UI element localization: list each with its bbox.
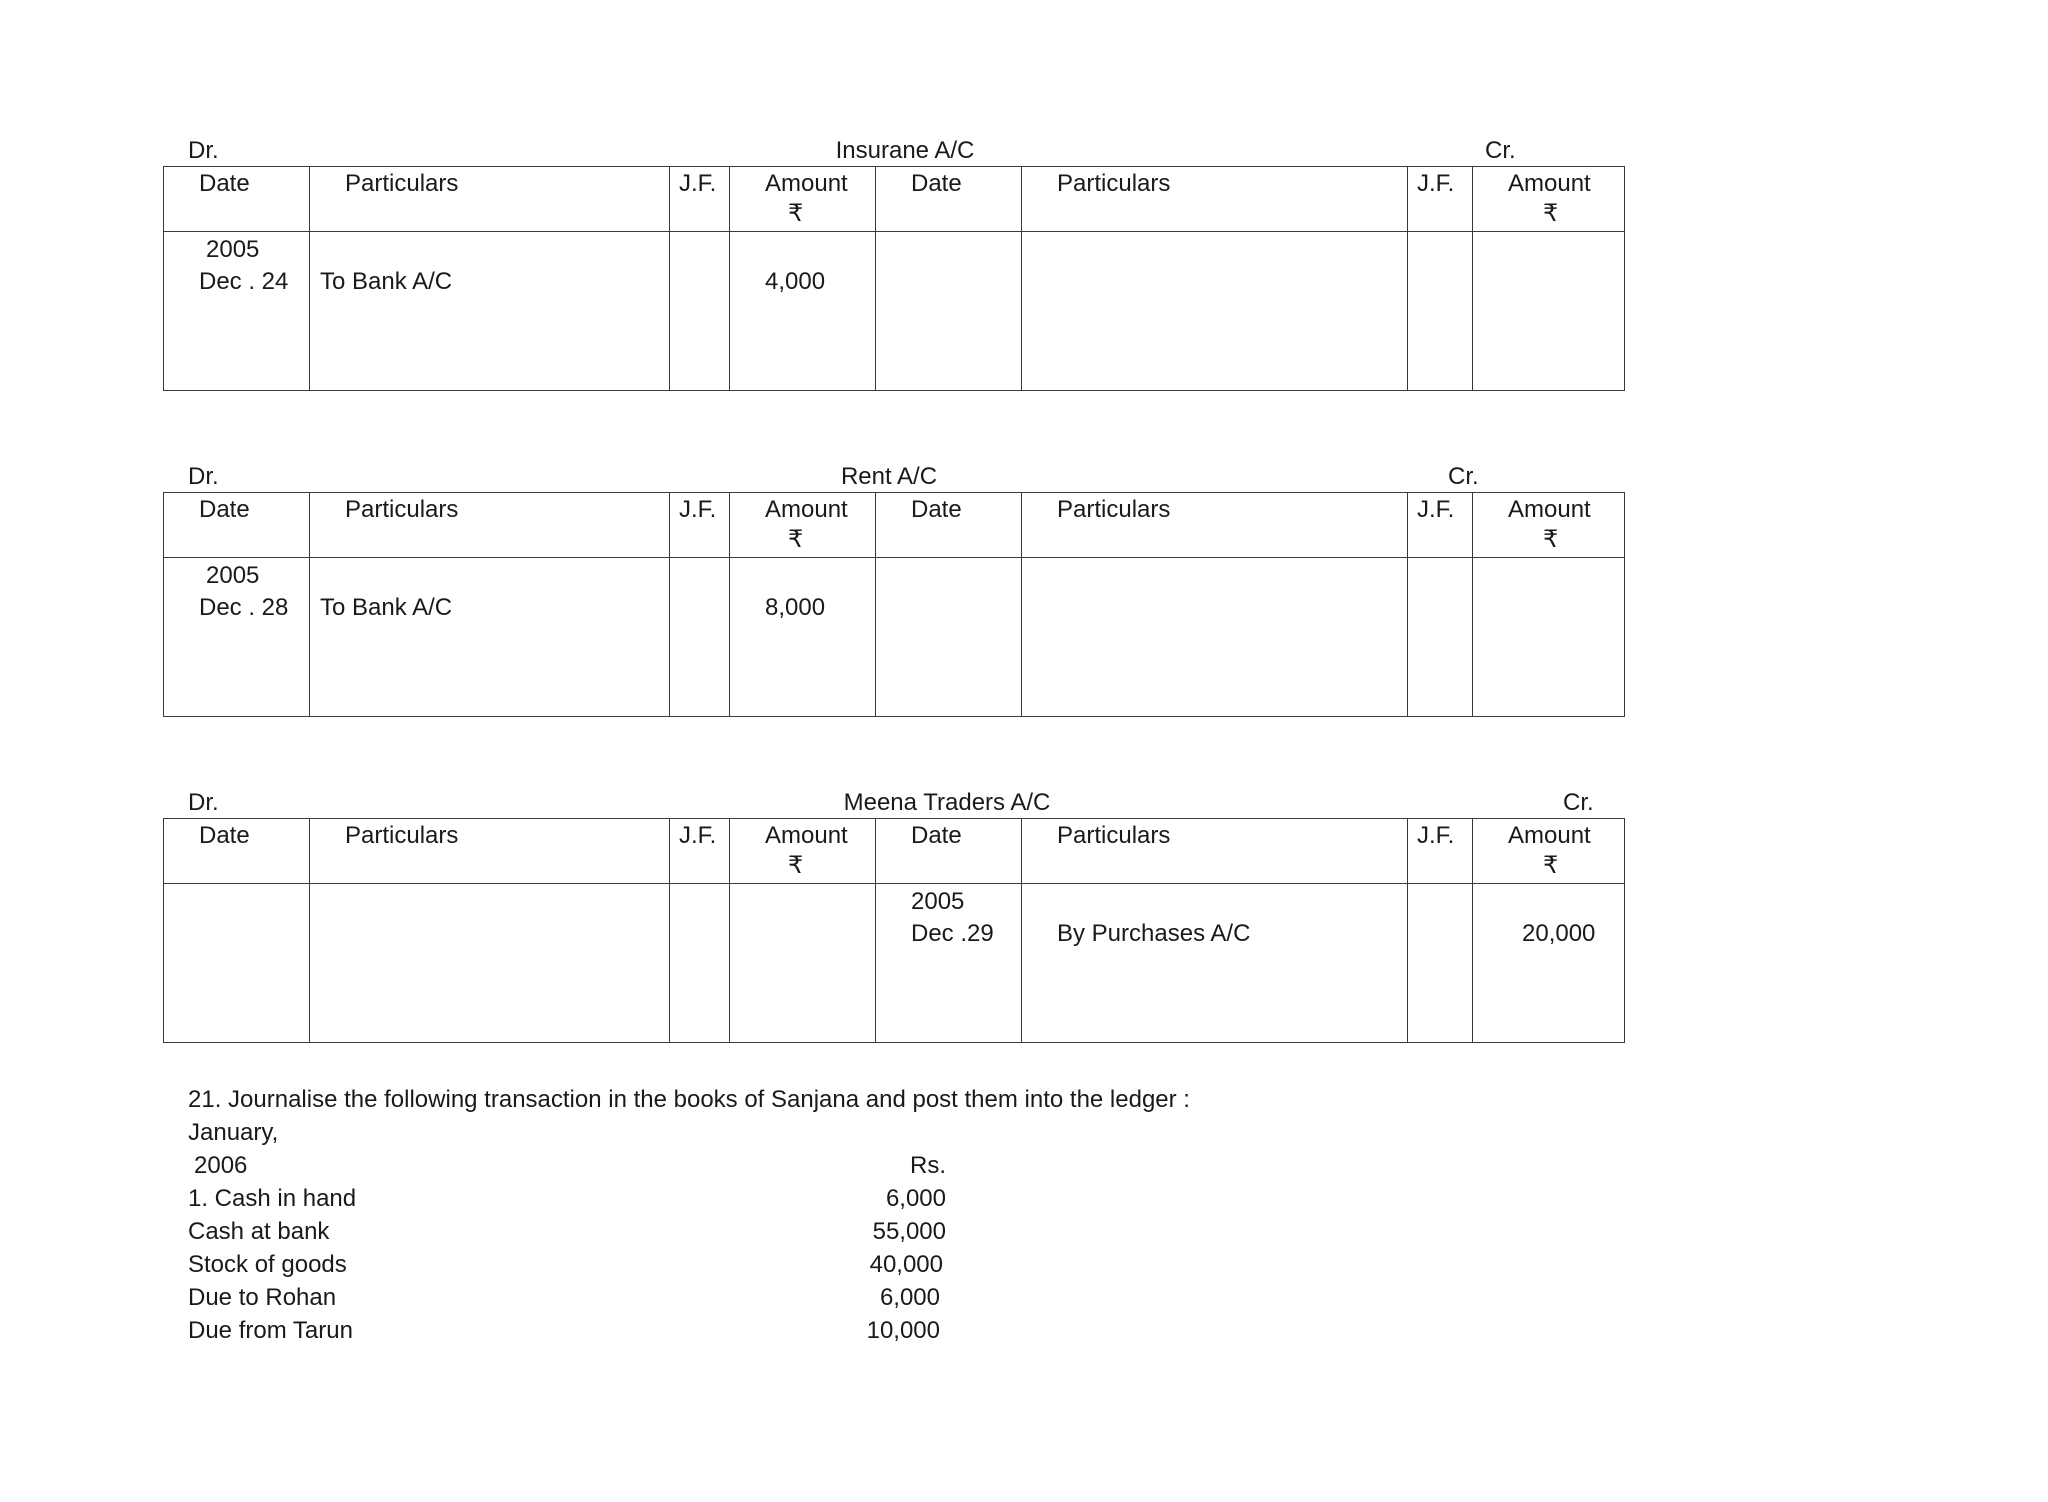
- rupee-symbol: ₹: [788, 526, 804, 553]
- col-jf: J.F.: [679, 822, 717, 849]
- entry-amount: 4,000: [765, 268, 826, 295]
- ledger-header: [163, 788, 1624, 818]
- col-jf: J.F.: [679, 496, 717, 523]
- question-item-label: Cash at bank: [188, 1218, 330, 1245]
- rupee-symbol: ₹: [788, 852, 804, 879]
- col-jf: J.F.: [1417, 822, 1455, 849]
- debit-label: Dr.: [188, 463, 219, 490]
- col-amount: Amount: [1508, 822, 1591, 849]
- credit-label: Cr.: [1485, 137, 1516, 164]
- ledger-insurance: [163, 136, 1624, 391]
- ledger-header: [163, 462, 1624, 492]
- ledger-title: Rent A/C: [840, 463, 938, 490]
- col-jf: J.F.: [679, 170, 717, 197]
- col-date: Date: [911, 496, 962, 523]
- entry-particulars: By Purchases A/C: [1057, 920, 1251, 947]
- col-amount: Amount: [765, 170, 848, 197]
- ledger-header: [163, 136, 1624, 166]
- question-year: 2006: [194, 1152, 248, 1179]
- question-item-label: 1. Cash in hand: [188, 1185, 357, 1212]
- col-date: Date: [199, 822, 250, 849]
- ledger-title: Insurane A/C: [835, 137, 975, 164]
- col-date: Date: [199, 170, 250, 197]
- entry-row: [164, 558, 1625, 717]
- col-amount: Amount: [765, 822, 848, 849]
- ledger-meena-traders: [163, 788, 1624, 1043]
- col-jf: J.F.: [1417, 170, 1455, 197]
- entry-particulars: To Bank A/C: [320, 594, 453, 621]
- rupee-symbol: ₹: [788, 200, 804, 227]
- amount-unit: Rs.: [910, 1152, 946, 1179]
- ledger-table: [163, 492, 1625, 717]
- question-item-amount: 6,000: [879, 1284, 940, 1311]
- ledger-rent: [163, 462, 1624, 717]
- question-item-amount: 40,000: [869, 1251, 943, 1278]
- debit-label: Dr.: [188, 789, 219, 816]
- question-text: 21. Journalise the following transaction in the books of Sanjana and post them into the ledger :: [188, 1086, 1190, 1113]
- question-item-label: Due to Rohan: [188, 1284, 337, 1311]
- rupee-symbol: ₹: [1543, 526, 1559, 553]
- debit-label: Dr.: [188, 137, 219, 164]
- entry-year: 2005: [206, 236, 260, 263]
- rupee-symbol: ₹: [1543, 852, 1559, 879]
- col-amount: Amount: [1508, 496, 1591, 523]
- entry-row: [164, 884, 1625, 1043]
- col-particulars: Particulars: [345, 822, 459, 849]
- col-particulars: Particulars: [1057, 170, 1171, 197]
- entry-date: Dec . 28: [199, 594, 289, 621]
- header-row: [164, 167, 1625, 232]
- rupee-symbol: ₹: [1543, 200, 1559, 227]
- col-particulars: Particulars: [345, 170, 459, 197]
- entry-year: 2005: [206, 562, 260, 589]
- ledger-table: [163, 818, 1625, 1043]
- col-date: Date: [911, 822, 962, 849]
- col-particulars: Particulars: [1057, 822, 1171, 849]
- question-item-label: Due from Tarun: [188, 1317, 353, 1344]
- entry-amount: 8,000: [765, 594, 826, 621]
- entry-year: 2005: [911, 888, 965, 915]
- entry-date: Dec .29: [911, 920, 994, 947]
- question-item-amount: 10,000: [866, 1317, 940, 1344]
- ledger-table: [163, 166, 1625, 391]
- entry-amount: 20,000: [1522, 920, 1596, 947]
- credit-label: Cr.: [1563, 789, 1594, 816]
- header-row: [164, 493, 1625, 558]
- entry-row: [164, 232, 1625, 391]
- col-particulars: Particulars: [345, 496, 459, 523]
- col-amount: Amount: [765, 496, 848, 523]
- col-amount: Amount: [1508, 170, 1591, 197]
- entry-particulars: To Bank A/C: [320, 268, 453, 295]
- header-row: [164, 819, 1625, 884]
- question-item-amount: 55,000: [872, 1218, 946, 1245]
- col-date: Date: [199, 496, 250, 523]
- question-month: January,: [188, 1119, 279, 1146]
- question-item-label: Stock of goods: [188, 1251, 347, 1278]
- col-particulars: Particulars: [1057, 496, 1171, 523]
- col-jf: J.F.: [1417, 496, 1455, 523]
- credit-label: Cr.: [1448, 463, 1479, 490]
- question-item-amount: 6,000: [885, 1185, 946, 1212]
- entry-date: Dec . 24: [199, 268, 289, 295]
- question-block: [188, 1083, 1190, 1347]
- col-date: Date: [911, 170, 962, 197]
- ledger-title: Meena Traders A/C: [843, 789, 1051, 816]
